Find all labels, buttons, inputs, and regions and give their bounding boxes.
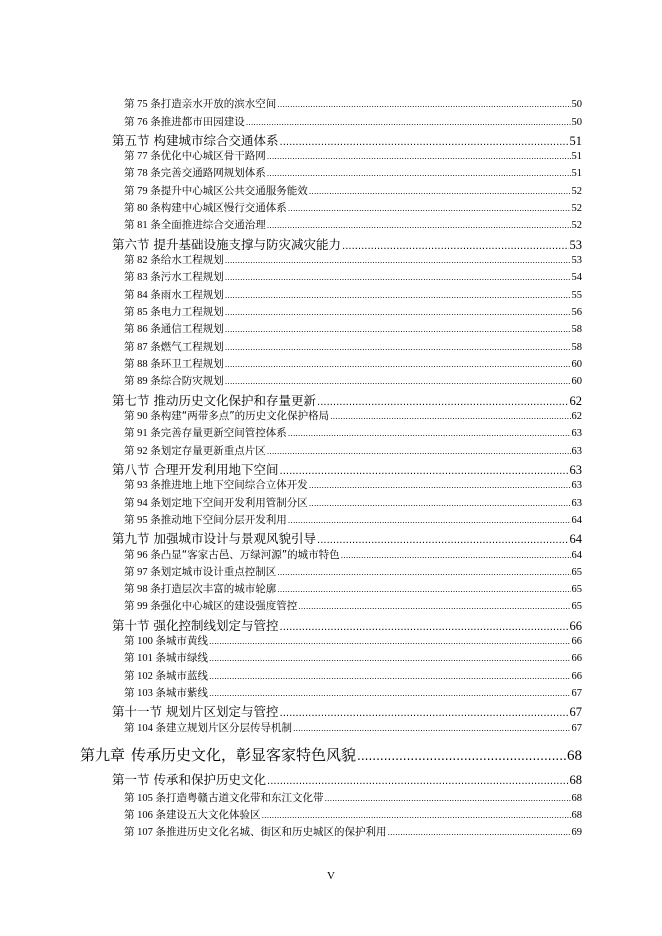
toc-entry-number: 第十一节 [112,704,163,719]
toc-entry-title: 环卫工程规划 [160,358,224,370]
toc-dot-leader [225,256,571,265]
toc-entry-title: 建立规划片区分层传导机制 [166,722,292,734]
toc-entry-page: 62 [571,411,582,422]
toc-entry-title: 综合防灾规划 [160,375,224,387]
toc-article-entry[interactable] [124,650,582,664]
toc-entry-number: 第 91 条 [124,428,161,439]
toc-article-entry[interactable] [124,269,582,283]
toc-article-entry[interactable] [124,304,582,318]
toc-entry-title: 打造亲水开放的滨水空间 [160,98,277,110]
toc-dot-leader [317,535,568,546]
toc-dot-leader [267,169,571,178]
toc-dot-leader [267,776,568,787]
toc-entry-title: 凸显“客家古邑、万绿河源”的城市特色 [160,549,340,561]
toc-article-entry[interactable] [124,148,582,162]
toc-entry-title: 推动历史文化保护和存量更新 [153,393,317,408]
toc-section-entry[interactable] [112,131,582,148]
toc-dot-leader [262,811,571,820]
toc-dot-leader [267,152,571,161]
toc-entry-page: 50 [571,117,582,128]
toc-entry-number: 第十节 [112,618,150,633]
toc-entry-title: 传承历史文化，彰显客家特色风貌 [131,746,357,764]
toc-article-entry[interactable] [124,807,582,821]
toc-section-entry[interactable] [112,770,582,787]
toc-entry-page: 66 [571,671,582,682]
toc-entry-page: 51 [569,134,582,148]
toc-entry-title: 打造粤赣古道文化带和东江文化带 [166,792,324,804]
toc-section-entry[interactable] [112,391,582,408]
toc-entry-number: 第 99 条 [124,601,161,612]
toc-entry-page: 50 [571,99,582,110]
toc-entry-title: 加强城市设计与景观风貌引导 [153,531,317,546]
toc-entry-number: 第 78 条 [124,168,161,179]
toc-article-entry[interactable] [124,720,582,734]
toc-entry-page: 67 [569,705,582,719]
toc-entry-page: 63 [571,480,582,491]
toc-dot-leader [288,429,571,438]
toc-article-entry[interactable] [124,287,582,301]
toc-entry-page: 51 [571,151,582,162]
toc-dot-leader [280,708,569,719]
toc-dot-leader [342,241,568,252]
toc-dot-leader [325,794,571,803]
toc-entry-title: 划定地下空间开发利用管制分区 [160,497,308,509]
toc-entry-number: 第五节 [112,133,150,148]
toc-dot-leader [288,516,571,525]
toc-article-entry[interactable] [124,408,582,422]
toc-entry-page: 63 [571,498,582,509]
toc-section-entry[interactable] [112,529,582,546]
toc-dot-leader [309,499,571,508]
toc-entry-title: 传承和保护历史文化 [153,772,267,787]
toc-article-entry[interactable] [124,564,582,578]
toc-entry-number: 第 90 条 [124,411,161,422]
toc-article-entry[interactable] [124,790,582,804]
toc-entry-title: 完善存量更新空间管控体系 [160,427,287,439]
toc-entry-number: 第 104 条 [124,723,166,734]
toc-article-entry[interactable] [124,598,582,612]
toc-entry-title: 建设五大文化体验区 [166,809,261,821]
toc-article-entry[interactable] [124,217,582,231]
toc-entry-page: 52 [571,220,582,231]
toc-entry-title: 给水工程规划 [160,254,224,266]
toc-article-entry[interactable] [124,356,582,370]
toc-dot-leader [277,568,570,577]
toc-dot-leader [298,602,570,611]
toc-entry-title: 通信工程规划 [160,323,224,335]
toc-entry-page: 68 [569,773,582,787]
toc-dot-leader [225,343,571,352]
toc-entry-page: 68 [567,748,582,764]
toc-dot-leader [267,221,571,230]
toc-entry-number: 第 98 条 [124,584,161,595]
toc-entry-title: 电力工程规划 [160,306,224,318]
toc-entry-title: 污水工程规划 [160,271,224,283]
toc-entry-page: 54 [571,272,582,283]
toc-article-entry[interactable] [124,668,582,682]
toc-dot-leader [357,749,566,763]
toc-dot-leader [225,325,571,334]
toc-dot-leader [225,273,571,282]
toc-entry-page: 68 [571,810,582,821]
toc-section-entry[interactable] [112,460,582,477]
toc-dot-leader [280,466,569,477]
toc-entry-page: 63 [569,463,582,477]
toc-entry-title: 推进地上地下空间综合立体开发 [160,479,308,491]
toc-article-entry[interactable] [124,581,582,595]
toc-entry-page: 69 [571,827,582,838]
toc-entry-number: 第 88 条 [124,359,161,370]
toc-article-entry[interactable] [124,685,582,699]
toc-entry-page: 62 [569,394,582,408]
toc-entry-page: 51 [571,168,582,179]
toc-dot-leader [280,137,569,148]
toc-article-entry[interactable] [124,512,582,526]
toc-entry-number: 第 96 条 [124,550,161,561]
toc-entry-number: 第八节 [112,462,150,477]
toc-dot-leader [309,187,571,196]
toc-entry-number: 第 75 条 [124,99,161,110]
toc-entry-title: 强化中心城区的建设强度管控 [160,600,298,612]
toc-entry-page: 68 [571,793,582,804]
toc-entry-page: 64 [569,532,582,546]
toc-entry-number: 第 97 条 [124,567,161,578]
toc-entry-page: 63 [571,446,582,457]
toc-entry-number: 第六节 [112,237,150,252]
toc-entry-page: 55 [571,290,582,301]
toc-dot-leader [309,481,571,490]
toc-dot-leader [293,724,571,733]
toc-entry-title: 城市蓝线 [166,670,208,682]
toc-entry-number: 第 86 条 [124,324,161,335]
toc-entry-title: 划定城市设计重点控制区 [160,566,277,578]
toc-article-entry[interactable] [124,425,582,439]
toc-chapter-entry[interactable] [80,744,582,766]
toc-entry-page: 64 [571,550,582,561]
toc-entry-title: 规划片区划定与管控 [166,704,279,719]
toc-entry-number: 第 93 条 [124,480,161,491]
toc-dot-leader [277,585,570,594]
toc-entry-page: 52 [571,203,582,214]
toc-entry-number: 第 89 条 [124,376,161,387]
toc-entry-number: 第 82 条 [124,255,161,266]
toc-dot-leader [246,118,571,127]
toc-entry-page: 58 [571,324,582,335]
toc-entry-page: 67 [571,688,582,699]
toc-entry-title: 推进历史文化名城、街区和历史城区的保护利用 [166,826,387,838]
toc-entry-title: 强化控制线划定与管控 [153,618,279,633]
toc-entry-number: 第 103 条 [124,688,166,699]
toc-article-entry[interactable] [124,200,582,214]
toc-entry-title: 城市黄线 [166,635,208,647]
toc-entry-number: 第 76 条 [124,117,161,128]
toc-entry-number: 第 101 条 [124,653,166,664]
toc-entry-number: 第 83 条 [124,272,161,283]
toc-dot-leader [209,689,571,698]
toc-dot-leader [277,100,570,109]
toc-entry-title: 优化中心城区骨干路网 [160,150,266,162]
toc-entry-title: 提升中心城区公共交通服务能效 [160,185,308,197]
toc-entry-number: 第 106 条 [124,810,166,821]
toc-article-entry[interactable] [124,183,582,197]
toc-entry-number: 第 107 条 [124,827,166,838]
toc-entry-title: 构建“两带多点”的历史文化保护格局 [160,410,330,422]
toc-entry-title: 完善交通路网规划体系 [160,167,266,179]
toc-entry-number: 第 81 条 [124,220,161,231]
toc-dot-leader [225,360,571,369]
toc-entry-page: 65 [571,584,582,595]
toc-entry-page: 63 [571,428,582,439]
toc-dot-leader [209,654,571,663]
toc-entry-page: 58 [571,342,582,353]
toc-article-entry[interactable] [124,96,582,110]
toc-entry-page: 66 [571,653,582,664]
toc-entry-number: 第 80 条 [124,203,161,214]
toc-article-entry[interactable] [124,443,582,457]
toc-entry-number: 第一节 [112,772,150,787]
toc-entry-title: 合理开发利用地下空间 [153,462,279,477]
toc-entry-page: 53 [571,255,582,266]
toc-entry-number: 第七节 [112,393,150,408]
toc-entry-page: 56 [571,307,582,318]
toc-entry-number: 第九章 [80,746,126,764]
toc-entry-page: 60 [571,376,582,387]
toc-dot-leader [209,672,571,681]
toc-entry-number: 第 105 条 [124,793,166,804]
toc-entry-title: 推动地下空间分层开发利用 [160,514,287,526]
toc-entry-page: 67 [571,723,582,734]
toc-entry-title: 城市紫线 [166,687,208,699]
toc-dot-leader [317,397,568,408]
toc-entry-number: 第 85 条 [124,307,161,318]
toc-entry-page: 52 [571,186,582,197]
toc-section-entry[interactable] [112,235,582,252]
toc-article-entry[interactable] [124,824,582,838]
toc-article-entry[interactable] [124,547,582,561]
toc-article-entry[interactable] [124,477,582,491]
toc-dot-leader [267,447,571,456]
toc-entry-page: 53 [569,238,582,252]
toc-section-entry[interactable] [112,702,582,719]
toc-dot-leader [225,308,571,317]
toc-entry-page: 60 [571,359,582,370]
toc-entry-title: 全面推进综合交通治理 [160,219,266,231]
toc-entry-page: 65 [571,601,582,612]
toc-entry-title: 构建城市综合交通体系 [153,133,279,148]
toc-dot-leader [280,622,569,633]
toc-article-entry[interactable] [124,165,582,179]
toc-dot-leader [225,377,571,386]
toc-dot-leader [225,291,571,300]
toc-article-entry[interactable] [124,495,582,509]
toc-entry-number: 第 77 条 [124,151,161,162]
toc-entry-title: 提升基础设施支撑与防灾减灾能力 [153,237,342,252]
toc-dot-leader [288,204,571,213]
page-footer-number: V [327,870,335,882]
toc-entry-page: 64 [571,515,582,526]
toc-entry-page: 66 [569,619,582,633]
toc-entry-number: 第 79 条 [124,186,161,197]
toc-entry-number: 第 102 条 [124,671,166,682]
toc-article-entry[interactable] [124,252,582,266]
toc-entry-number: 第 84 条 [124,290,161,301]
toc-entry-title: 燃气工程规划 [160,341,224,353]
toc-section-entry[interactable] [112,616,582,633]
toc-article-entry[interactable] [124,114,582,128]
toc-entry-number: 第 95 条 [124,515,161,526]
toc-entry-number: 第九节 [112,531,150,546]
toc-entry-title: 划定存量更新重点片区 [160,445,266,457]
toc-entry-number: 第 94 条 [124,498,161,509]
toc-entry-title: 打造层次丰富的城市轮廓 [160,583,277,595]
toc-entry-number: 第 100 条 [124,636,166,647]
toc-dot-leader [388,828,571,837]
toc-entry-title: 构建中心城区慢行交通体系 [160,202,287,214]
toc-entry-page: 66 [571,636,582,647]
toc-dot-leader [330,412,570,421]
toc-entry-title: 城市绿线 [166,652,208,664]
toc-article-entry[interactable] [124,633,582,647]
toc-entry-number: 第 87 条 [124,342,161,353]
toc-entry-title: 雨水工程规划 [160,289,224,301]
toc-article-entry[interactable] [124,339,582,353]
toc-entry-page: 65 [571,567,582,578]
toc-article-entry[interactable] [124,321,582,335]
toc-dot-leader [341,551,571,560]
toc-article-entry[interactable] [124,373,582,387]
toc-dot-leader [209,637,571,646]
toc-entry-number: 第 92 条 [124,446,161,457]
toc-entry-title: 推进都市田园建设 [160,116,245,128]
